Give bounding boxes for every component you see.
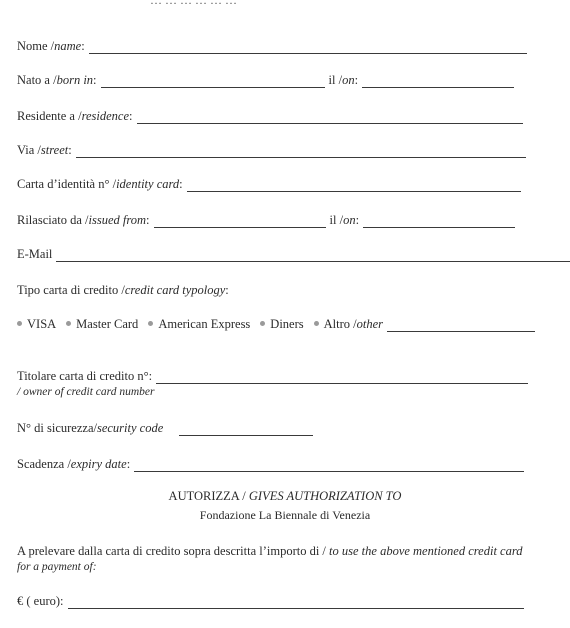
option-visa[interactable]: VISA: [17, 317, 56, 332]
amount-row: [17, 593, 570, 609]
idcard-input-line[interactable]: [187, 179, 521, 192]
holder-row: [17, 368, 570, 384]
security-row: N° di sicurezza/ security code: [17, 420, 570, 436]
other-card-input-line[interactable]: [387, 319, 535, 332]
radio-bullet-icon: [148, 321, 153, 326]
expiry-label: Scadenza /: [17, 457, 71, 471]
name-label-en: name: [54, 39, 82, 53]
option-mastercard[interactable]: Master Card: [66, 317, 138, 332]
street-label: Via /: [17, 143, 41, 157]
born-label: Nato a /: [17, 73, 57, 87]
cut-off-header-text: … … … … … …: [150, 0, 237, 7]
email-input-line[interactable]: [56, 249, 570, 262]
idcard-row: Carta d’identità n° / identity card :: [17, 176, 570, 192]
security-input-line[interactable]: [179, 423, 313, 436]
email-label: E-Mail: [17, 247, 53, 261]
holder-label: Titolare carta di credito n°:: [17, 369, 153, 383]
born-on-label: il /: [328, 73, 343, 87]
authorization-title: AUTORIZZA / GIVES AUTHORIZATION TO: [168, 489, 402, 503]
amount-input-line[interactable]: [68, 596, 524, 609]
street-input-line[interactable]: [76, 145, 526, 158]
name-label: Nome /: [17, 39, 55, 53]
street-row: Via / street :: [17, 142, 570, 158]
radio-bullet-icon: [17, 321, 22, 326]
cardtype-label: Tipo carta di credito /: [17, 283, 125, 297]
born-row: Nato a / born in : il / on :: [17, 72, 570, 88]
option-american-express[interactable]: American Express: [148, 317, 250, 332]
issued-row: Rilasciato da / issued from : il / on :: [17, 212, 570, 228]
born-date-input-line[interactable]: [362, 75, 514, 88]
issued-label: Rilasciato da /: [17, 213, 89, 227]
name-row: Nome / name :: [17, 38, 570, 54]
holder-input-line[interactable]: [156, 371, 528, 384]
payment-text: A prelevare dalla carta di credito sopra descritta l’importo di / to use the above mentioned credit card: [17, 544, 523, 558]
card-options-row: [17, 316, 570, 332]
email-row: [17, 246, 570, 262]
residence-row: Residente a / residence :: [17, 108, 570, 124]
expiry-row: Scadenza / expiry date :: [17, 456, 570, 472]
radio-bullet-icon: [314, 321, 319, 326]
authorization-org: Fondazione La Biennale di Venezia: [199, 508, 371, 522]
issued-on-label: il /: [329, 213, 344, 227]
radio-bullet-icon: [260, 321, 265, 326]
radio-bullet-icon: [66, 321, 71, 326]
option-diners[interactable]: Diners: [260, 317, 303, 332]
residence-input-line[interactable]: [137, 111, 523, 124]
born-place-input-line[interactable]: [101, 75, 325, 88]
amount-label: € ( euro):: [17, 594, 64, 608]
option-other[interactable]: Altro / other: [314, 317, 383, 332]
expiry-input-line[interactable]: [134, 459, 524, 472]
payment-text-en: for a payment of:: [17, 561, 97, 573]
name-input-line[interactable]: [89, 41, 527, 54]
residence-label: Residente a /: [17, 109, 82, 123]
issued-from-input-line[interactable]: [154, 215, 326, 228]
issued-date-input-line[interactable]: [363, 215, 515, 228]
cardtype-row: Tipo carta di credito / credit card typology :: [17, 283, 229, 297]
holder-label-en: / owner of credit card number: [17, 386, 155, 398]
security-label: N° di sicurezza/: [17, 421, 97, 435]
idcard-label: Carta d’identità n° /: [17, 177, 117, 191]
